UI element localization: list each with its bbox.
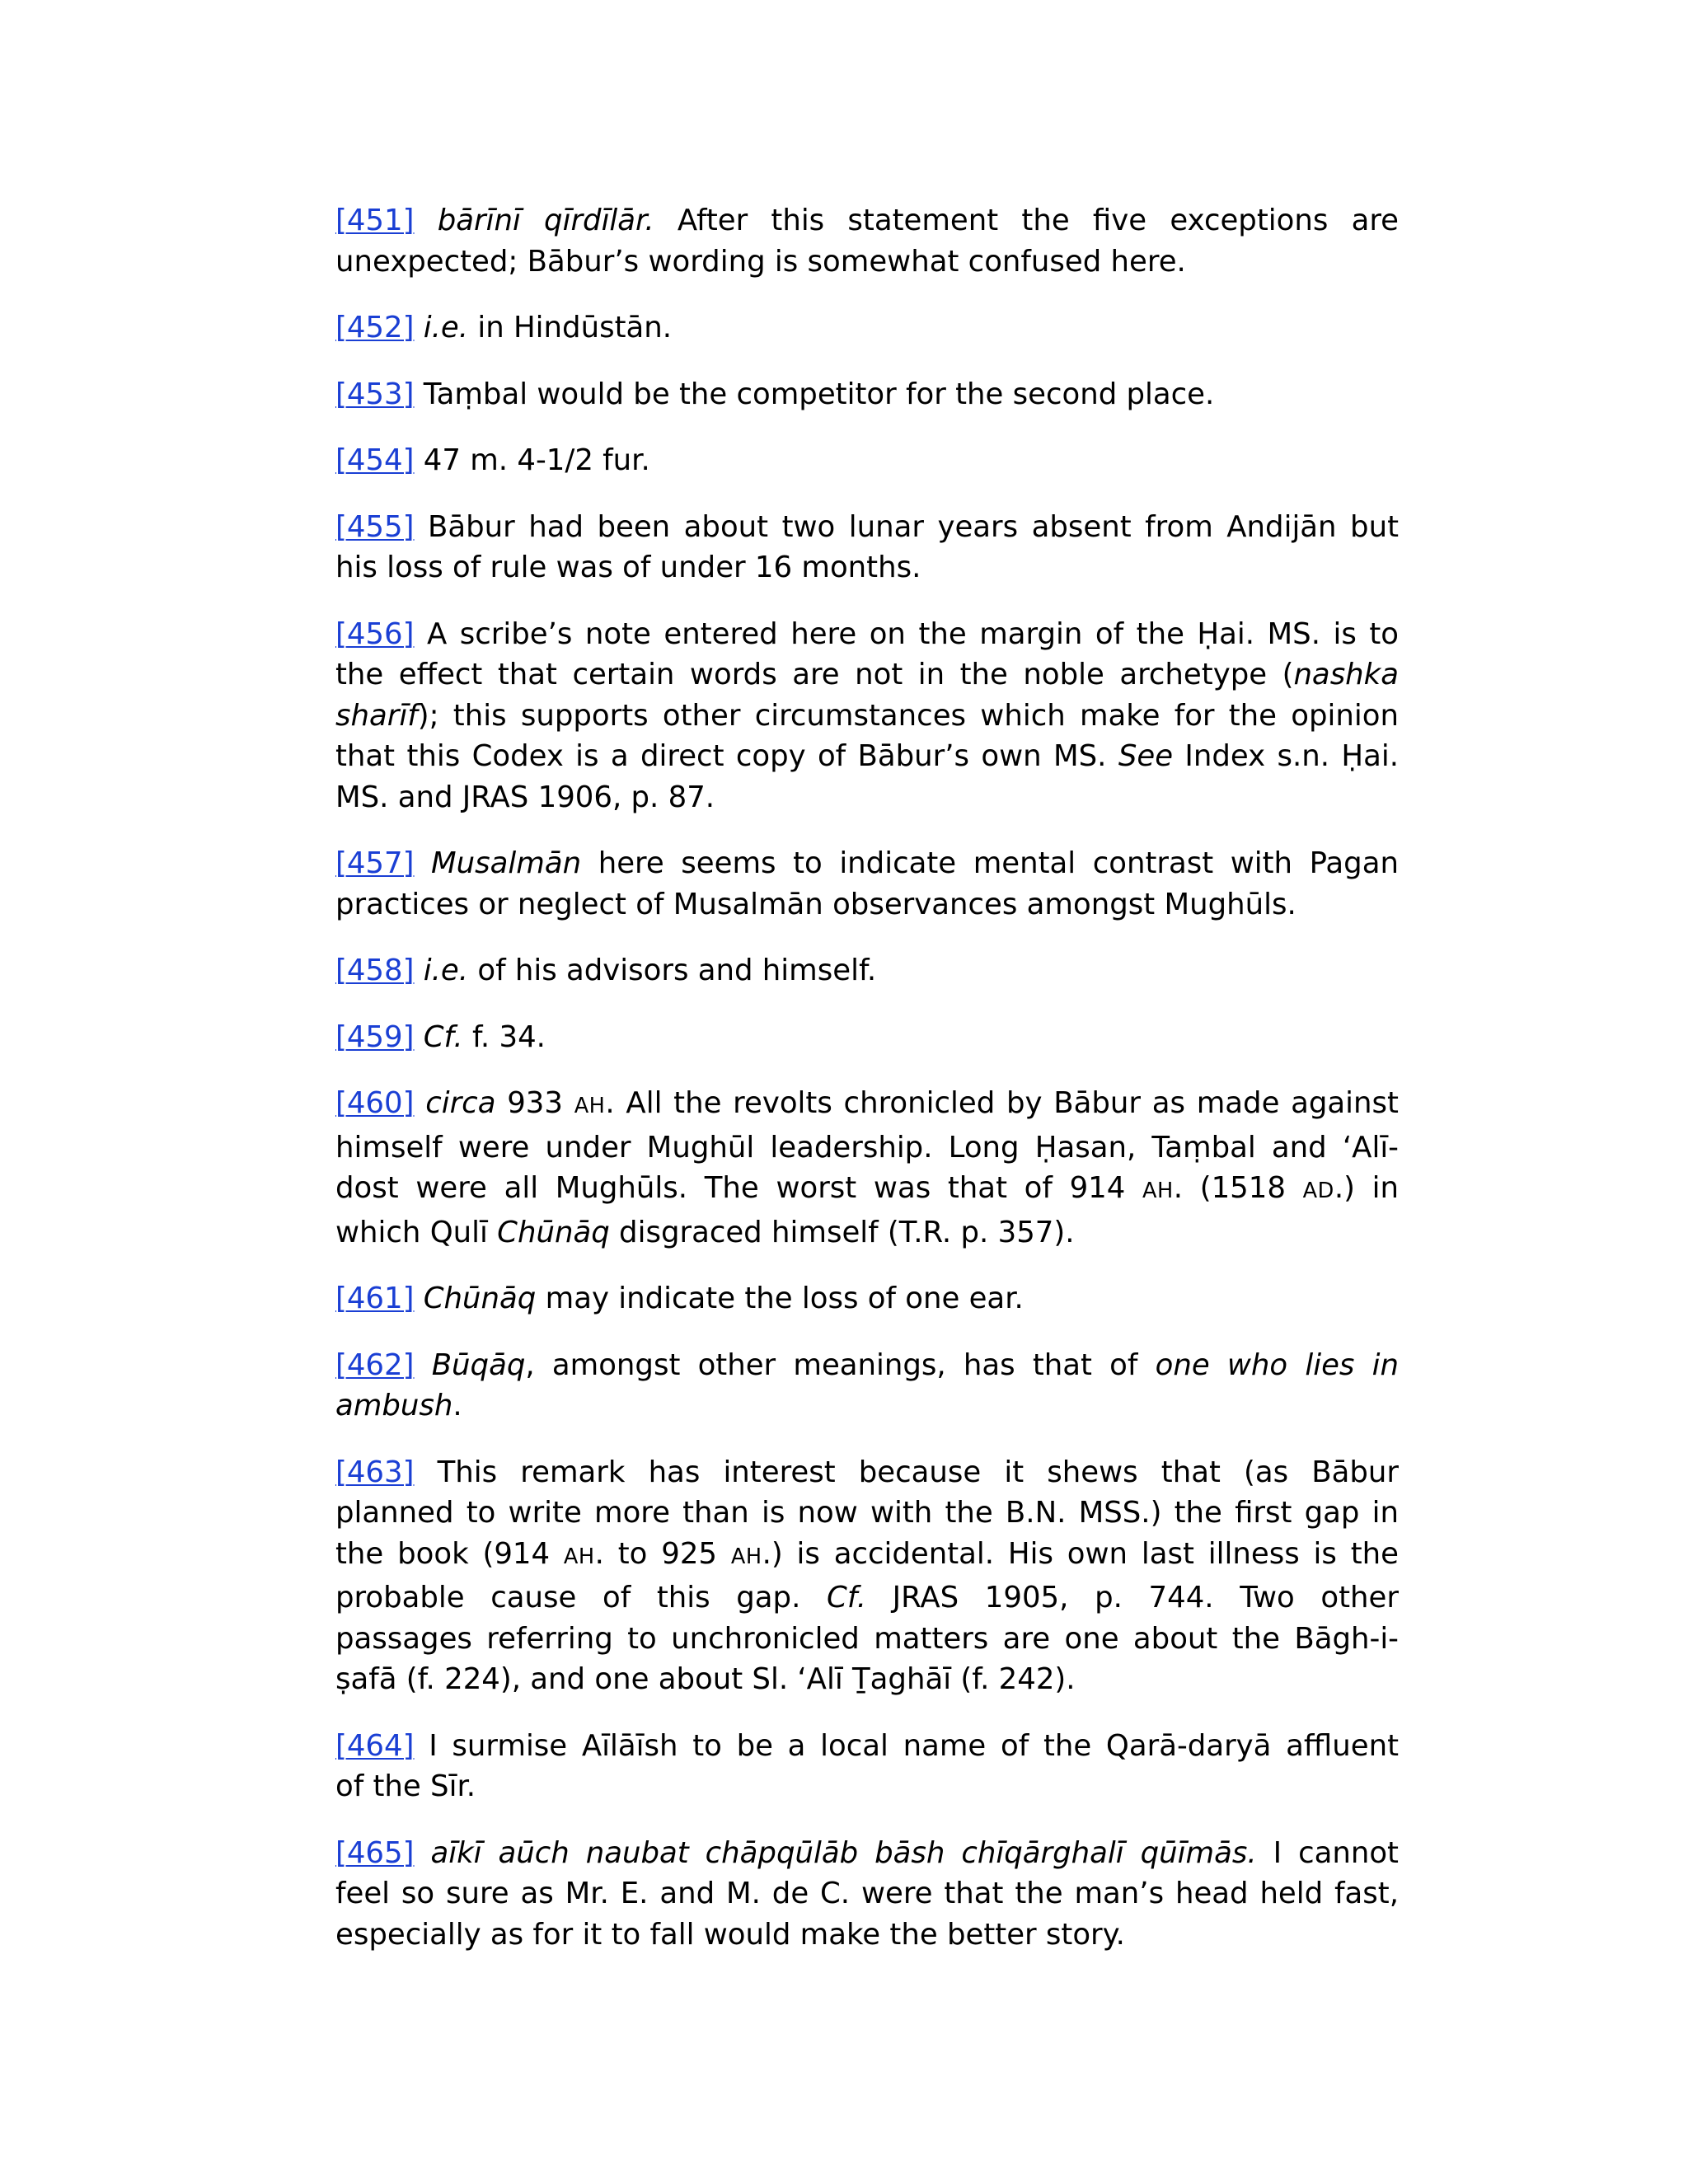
footnote-465 — [335, 1833, 1399, 1956]
small-caps-era: AH — [730, 1544, 762, 1569]
footnote-line — [335, 654, 1399, 696]
footnote-460 — [335, 1083, 1399, 1253]
footnote-455 — [335, 507, 1399, 588]
footnote-text: 47 m. 4-1/2 fur. — [423, 443, 650, 477]
footnote-line — [335, 1212, 1399, 1254]
footnote-text: of the Sīr. — [335, 1769, 476, 1803]
footnote-text: passages referring to unchronicled matters are one about the Bāgh-i- — [335, 1621, 1399, 1656]
footnote-text: JRAS 1905, p. 744. Two other — [892, 1581, 1399, 1615]
footnote-ref-453[interactable]: [453] — [335, 377, 415, 411]
footnote-line — [335, 547, 1399, 588]
footnote-text: unexpected; Bābur’s wording is somewhat confused here. — [335, 244, 1186, 279]
footnote-text: feel so sure as Mr. E. and M. de C. were that the man’s head held fast, — [335, 1877, 1399, 1910]
footnote-text: the book (914 — [335, 1536, 551, 1571]
footnote-line — [335, 614, 1399, 655]
footnote-text: . — [452, 1389, 462, 1422]
footnote-ref-461[interactable]: [461] — [335, 1282, 415, 1315]
footnote-463 — [335, 1452, 1399, 1700]
footnote-text: may indicate the loss of one ear. — [545, 1282, 1024, 1315]
footnote-text: A scribe’s note entered here on the margin of the Ḥai. MS. is to — [426, 616, 1399, 651]
footnote-text: . All the revolts chronicled by Bābur as made against — [605, 1086, 1399, 1120]
footnote-line — [335, 1915, 1399, 1956]
italic-term: Chūnāq — [497, 1215, 610, 1249]
footnote-text: planned to write more than is now with the B.N. MSS.) the first gap in — [335, 1496, 1399, 1530]
footnote-text: I surmise Aīlāīsh to be a local name of the Qarā-daryā affluent — [429, 1728, 1399, 1763]
footnote-text: , amongst other meanings, has that of — [525, 1347, 1138, 1382]
footnote-line — [335, 696, 1399, 737]
italic-term: i.e. — [423, 311, 469, 344]
footnote-ref-463[interactable]: [463] — [335, 1455, 415, 1489]
footnote-ref-456[interactable]: [456] — [335, 616, 415, 651]
footnote-line — [335, 1278, 1399, 1319]
footnote-line — [335, 1619, 1399, 1660]
footnote-text: ṣafā (f. 224), and one about Sl. ‘Alī Ṯaghāī (f. 242). — [335, 1662, 1076, 1696]
footnote-ref-459[interactable]: [459] — [335, 1019, 415, 1054]
footnote-line — [335, 1017, 1399, 1058]
footnote-ref-452[interactable]: [452] — [335, 311, 415, 344]
footnote-line — [335, 1577, 1399, 1619]
footnote-454 — [335, 440, 1399, 481]
footnote-ref-457[interactable]: [457] — [335, 846, 415, 880]
footnote-ref-455[interactable]: [455] — [335, 509, 415, 544]
footnote-line — [335, 440, 1399, 481]
footnote-text: himself were under Mughūl leadership. Long Ḥasan, Taṃbal and ‘Alī- — [335, 1130, 1399, 1165]
italic-term: Musalmān — [431, 846, 582, 880]
italic-term: one who lies in — [1155, 1347, 1399, 1382]
footnote-text: f. 34. — [472, 1019, 546, 1054]
italic-term: Cf. — [827, 1581, 866, 1615]
footnote-line — [335, 307, 1399, 349]
footnote-text: 933 — [507, 1086, 563, 1120]
footnote-text: probable cause of this gap. — [335, 1581, 801, 1615]
italic-term: nashka — [1293, 658, 1399, 691]
footnote-text: which Qulī — [335, 1215, 488, 1249]
footnote-462 — [335, 1345, 1399, 1427]
italic-term: bārīnī qīrdīlār. — [437, 204, 654, 237]
footnote-text: of his advisors and himself. — [477, 954, 877, 987]
italic-term: i.e. — [423, 954, 469, 987]
italic-term: Cf. — [423, 1019, 463, 1054]
footnote-line — [335, 1345, 1399, 1386]
footnote-line — [335, 1873, 1399, 1915]
footnote-line — [335, 1385, 1399, 1427]
footnote-457 — [335, 843, 1399, 925]
footnote-text: in Hindūstān. — [477, 311, 673, 344]
footnote-text: here seems to indicate mental contrast with Pagan — [598, 846, 1399, 880]
footnote-ref-460[interactable]: [460] — [335, 1086, 415, 1120]
footnote-ref-464[interactable]: [464] — [335, 1728, 415, 1763]
footnote-text: After this statement the five exceptions are — [677, 204, 1399, 237]
footnote-459 — [335, 1017, 1399, 1058]
italic-term: aīkī aūch naubat chāpqūlāb bāsh chīqārghalī qūīmās. — [430, 1835, 1257, 1870]
small-caps-era: AD — [1302, 1179, 1334, 1203]
footnote-line — [335, 843, 1399, 884]
footnote-line — [335, 1493, 1399, 1534]
footnote-text: . to 925 — [594, 1536, 717, 1571]
footnote-line — [335, 1452, 1399, 1493]
footnote-line — [335, 1168, 1399, 1212]
footnote-text: Index s.n. Ḥai. — [1184, 739, 1399, 773]
italic-term: circa — [425, 1086, 496, 1120]
footnote-text: that this Codex is a direct copy of Bābur’s own MS. — [335, 739, 1107, 773]
footnote-text: especially as for it to fall would make the better story. — [335, 1917, 1125, 1952]
footnote-line — [335, 1726, 1399, 1767]
footnote-text: disgraced himself (T.R. p. 357). — [619, 1215, 1075, 1249]
footnote-text: dost were all Mughūls. The worst was that of 914 — [335, 1171, 1126, 1205]
footnote-text: . (1518 — [1173, 1171, 1286, 1205]
footnote-line — [335, 1766, 1399, 1807]
footnote-451 — [335, 200, 1399, 282]
footnote-ref-462[interactable]: [462] — [335, 1347, 415, 1382]
footnote-line — [335, 241, 1399, 283]
small-caps-era: AH — [563, 1544, 595, 1569]
footnote-line — [335, 200, 1399, 241]
footnote-line — [335, 884, 1399, 926]
footnote-line — [335, 1534, 1399, 1578]
footnote-line — [335, 374, 1399, 415]
footnote-line — [335, 1659, 1399, 1700]
footnote-ref-454[interactable]: [454] — [335, 443, 415, 477]
footnote-461 — [335, 1278, 1399, 1319]
footnote-text: practices or neglect of Musalmān observances amongst Mughūls. — [335, 887, 1296, 921]
footnote-line — [335, 950, 1399, 991]
footnote-text: I cannot — [1273, 1835, 1399, 1870]
footnote-458 — [335, 950, 1399, 991]
footnote-text: .) is accidental. His own last illness is the — [762, 1536, 1399, 1571]
footnote-line — [335, 1083, 1399, 1127]
small-caps-era: AH — [1142, 1179, 1174, 1203]
italic-term: Būqāq — [431, 1347, 526, 1382]
footnote-ref-458[interactable]: [458] — [335, 954, 415, 987]
footnote-ref-465[interactable]: [465] — [335, 1835, 415, 1870]
footnote-456 — [335, 614, 1399, 818]
italic-term: Chūnāq — [423, 1282, 537, 1315]
footnote-text: Bābur had been about two lunar years absent from Andijān but — [427, 509, 1399, 544]
footnote-text: ); this supports other circumstances which make for the opinion — [417, 698, 1399, 733]
footnote-ref-451[interactable]: [451] — [335, 204, 415, 237]
footnote-text: his loss of rule was of under 16 months. — [335, 551, 921, 584]
footnote-text: MS. and JRAS 1906, p. 87. — [335, 780, 715, 814]
footnote-line — [335, 777, 1399, 818]
footnote-line — [335, 1833, 1399, 1874]
footnote-line — [335, 1127, 1399, 1169]
footnote-452 — [335, 307, 1399, 349]
footnote-line — [335, 736, 1399, 777]
footnote-text: This remark has interest because it shews that (as Bābur — [437, 1455, 1399, 1489]
footnote-464 — [335, 1726, 1399, 1807]
footnote-text: the effect that certain words are not in the noble archetype ( — [335, 658, 1294, 691]
footnote-text: .) in — [1334, 1171, 1399, 1205]
italic-term: See — [1118, 739, 1174, 773]
footnotes-page — [335, 200, 1399, 1980]
italic-term: sharīf — [335, 698, 418, 733]
small-caps-era: AH — [574, 1094, 606, 1118]
italic-term: ambush — [335, 1389, 453, 1422]
footnote-line — [335, 507, 1399, 548]
footnote-453 — [335, 374, 1399, 415]
footnote-text: Taṃbal would be the competitor for the second place. — [423, 377, 1215, 411]
